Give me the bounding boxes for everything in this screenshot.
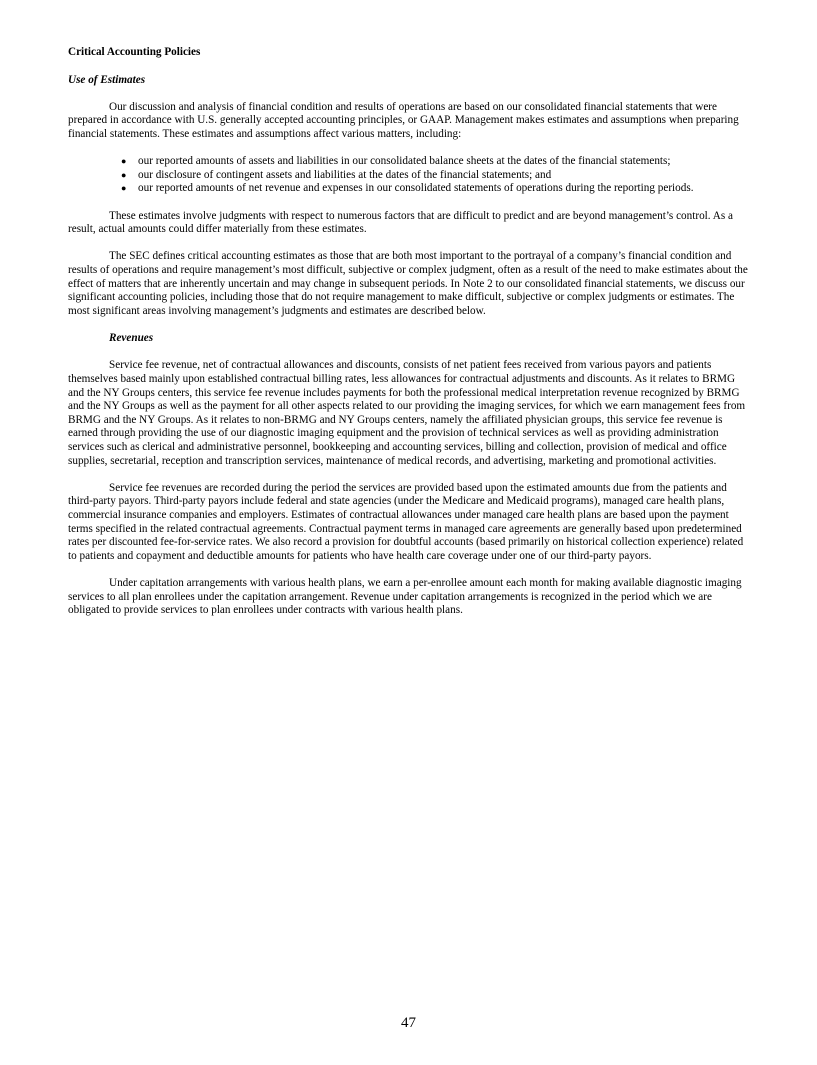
paragraph-sec-definition: The SEC defines critical accounting estimates as those that are both most important to the portrayal of a company’s financial condition and results of operations and require management’s most difficult, subjective or complex judgment, often as a result of the need to make estimates about the effect of matters that are inherently uncertain and may change in subsequent periods. In Note 2 to our consolidated financial statements, we discuss our significant accounting policies, including those that do not require management to make difficult, subjective or complex judgments or estimates. The most significant areas involving management’s judgments and estimates are described below. [68,250,748,317]
subsection-title-revenues: Revenues [109,332,154,345]
bullet-icon: ● [121,183,127,194]
bullet-icon: ● [121,156,127,167]
spacer [68,468,750,482]
bullet-list [68,155,750,196]
list-item [68,169,750,183]
page-number: 47 [401,1015,416,1031]
paragraph-service-fee-recording: Service fee revenues are recorded during the period the services are provided based upon the estimated amounts due from the patients and third-party payors. Third-party payors include federal and state agencies (under the Medicare and Medicaid programs), managed care health plans, commercial insurance companies and employers. Estimates of contractual allowances under managed care health plans are based upon the payment terms specified in the related contractual agreements. Contractual payment terms in managed care agreements are generally based upon predetermined rates per discounted fee-for-service rates. We also record a provision for doubtful accounts (based primarily on historical collection experience) related to patients and copayment and deductible amounts for patients who have health care coverage under one of our third-party payors. [68,481,744,562]
section-title: Critical Accounting Policies [68,46,201,58]
paragraph-estimates-intro: Our discussion and analysis of financial condition and results of operations are based on our consolidated financial statements that were prepared in accordance with U.S. generally accepted accounting principles, or GAAP. Management makes estimates and assumptions when preparing financial statements. These estimates and assumptions affect various matters, including: [68,100,739,140]
list-item [68,182,750,196]
list-item-text: our reported amounts of assets and liabilities in our consolidated balance sheets at the dates of the financial statements; [138,155,671,168]
bullet-icon: ● [121,169,127,180]
list-item-text: our disclosure of contingent assets and liabilities at the dates of the financial statements; and [138,168,552,181]
document-page [68,46,750,618]
list-item-text: our reported amounts of net revenue and expenses in our consolidated statements of operations during the reporting periods. [138,182,694,195]
spacer [68,142,750,156]
spacer [68,87,750,101]
list-item [68,155,750,169]
paragraph-service-fee-revenue: Service fee revenue, net of contractual allowances and discounts, consists of net patient fees received from various payors and patients themselves based mainly upon established contractual billing rates, less allowances for contractual adjustments and discounts. As it relates to BRMG and the NY Groups centers, this service fee revenue includes payments for both the professional medical interpretation revenue recognized by BRMG and the NY Groups as well as the payment for all other aspects related to our providing the imaging services, for which we earn management fees from BRMG and the NY Groups. As it relates to non-BRMG and NY Groups centers, namely the affiliated physician groups, this service fee revenue is earned through providing the use of our diagnostic imaging equipment and the provision of technical services as well as providing administration services such as clerical and administrative personnel, bookkeeping and accounting services, billing and collection, provision of medical and office supplies, secretarial, reception and transcription services, maintenance of medical records, and advertising, marketing and promotional activities. [68,359,746,467]
spacer [68,196,750,210]
subsection-title-estimates: Use of Estimates [68,73,146,86]
paragraph-judgments: These estimates involve judgments with respect to numerous factors that are difficult to predict and are beyond management’s control. As a result, actual amounts could differ materially from these estimates. [68,209,733,236]
spacer [68,563,750,577]
spacer [68,346,750,360]
spacer [68,237,750,251]
paragraph-capitation: Under capitation arrangements with various health plans, we earn a per-enrollee amount each month for making available diagnostic imaging services to all plan enrollees under the capitation arrangement. Revenue under capitation arrangements is recognized in the period which we are obligated to provide services to plan enrollees under contracts with various health plans. [68,576,742,617]
